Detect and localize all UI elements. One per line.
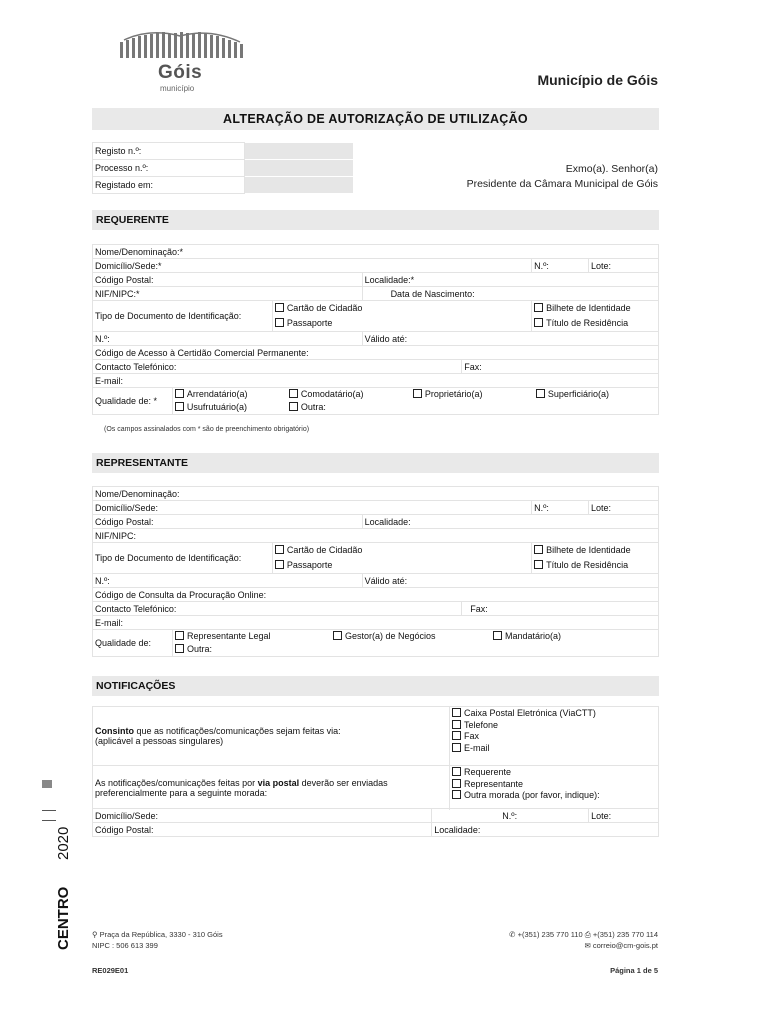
rep-valid-label[interactable]: Válido até: — [362, 574, 658, 588]
rep-nif-label[interactable]: NIF/NIPC: — [93, 529, 659, 543]
rep-email-label[interactable]: E-mail: — [93, 616, 659, 630]
rep-doc-bi-text: Bilhete de Identidade — [546, 545, 631, 555]
rep-doc-bi-option[interactable] — [534, 543, 656, 558]
rep-doc-tr-option[interactable] — [534, 558, 656, 573]
fax-icon: ⎙ — [584, 930, 591, 939]
rep-proc-code-label[interactable]: Código de Consulta da Procuração Online: — [93, 588, 659, 602]
rep-doc-cc-text: Cartão de Cidadão — [286, 545, 363, 555]
req-fax-label[interactable]: Fax: — [462, 360, 659, 374]
rep-locality-label[interactable]: Localidade: — [362, 515, 658, 529]
svg-text:2020: 2020 — [55, 826, 72, 860]
req-q-proprietario-text: Proprietário(a) — [424, 389, 483, 399]
rep-postal-label[interactable]: Código Postal: — [93, 515, 363, 529]
page-number: Página 1 de 5 — [610, 966, 658, 975]
rep-q-mandatario-text: Mandatário(a) — [504, 631, 561, 641]
req-locality-label[interactable]: Localidade:* — [362, 273, 658, 287]
registry-number-field[interactable] — [245, 143, 354, 160]
req-q-comodatario-text: Comodatário(a) — [300, 389, 364, 399]
registry-table — [92, 142, 354, 194]
req-q-outra[interactable] — [289, 401, 326, 414]
req-valid-label[interactable]: Válido até: — [362, 332, 658, 346]
rep-q-gestor-text: Gestor(a) de Negócios — [344, 631, 436, 641]
footer-nipc: NIPC : 506 613 399 — [92, 941, 158, 950]
logo-name: Góis — [158, 62, 203, 83]
addressee-line-2: Presidente da Câmara Municipal de Góis — [466, 178, 658, 190]
footer-contacts — [509, 930, 658, 940]
rep-number-label[interactable]: N.º: — [532, 501, 589, 515]
consent-bold: Consinto — [95, 726, 134, 736]
req-q-superficiario-text: Superficiário(a) — [547, 389, 609, 399]
notif-telefone-text: Telefone — [464, 719, 499, 730]
checkbox-icon[interactable] — [175, 644, 184, 653]
footer-fax: +(351) 235 770 114 — [592, 930, 658, 939]
checkbox-icon[interactable] — [534, 560, 543, 569]
req-q-usufrutuario-text: Usufrutuário(a) — [186, 402, 247, 412]
representante-table — [92, 486, 659, 657]
req-domicile-label[interactable]: Domicílio/Sede:* — [93, 259, 532, 273]
rep-name-label[interactable]: Nome/Denominação: — [93, 487, 659, 501]
checkbox-icon[interactable] — [452, 790, 461, 799]
req-q-superficiario[interactable] — [536, 388, 609, 401]
rep-q-gestor[interactable] — [333, 630, 493, 643]
gois-logo-columns-icon — [120, 32, 244, 62]
notif-locality-label[interactable]: Localidade: — [432, 823, 659, 837]
checkbox-icon[interactable] — [275, 545, 284, 554]
section-notificacoes: NOTIFICAÇÕES — [92, 676, 659, 696]
footer-email — [584, 941, 658, 950]
req-doc-bi-option[interactable] — [534, 301, 656, 316]
notif-telefone[interactable] — [452, 720, 656, 732]
rep-doc-pass-text: Passaporte — [286, 560, 333, 570]
rep-fax-label[interactable]: Fax: — [462, 602, 659, 616]
checkbox-icon[interactable] — [175, 389, 184, 398]
req-postal-label[interactable]: Código Postal: — [93, 273, 363, 287]
requerente-table — [92, 244, 659, 415]
notif-email[interactable] — [452, 743, 656, 755]
rep-quality-label: Qualidade de: — [93, 630, 173, 657]
postal-text-b: deverão ser enviadas — [299, 778, 388, 788]
rep-docnumber-label[interactable]: N.º: — [93, 574, 363, 588]
consent-line2: (aplicável a pessoas singulares) — [95, 736, 224, 746]
rep-doc-cc-option[interactable] — [275, 543, 529, 558]
logo-subtitle: município — [160, 84, 195, 93]
location-pin-icon: ⚲ — [92, 930, 98, 939]
notif-requerente[interactable] — [452, 767, 656, 779]
rep-doc-tr-text: Título de Residência — [546, 560, 629, 570]
checkbox-icon[interactable] — [175, 631, 184, 640]
req-q-comodatario[interactable] — [289, 388, 413, 401]
email-icon: ✉ — [584, 941, 591, 950]
req-nif-label[interactable]: NIF/NIPC:* — [93, 287, 363, 301]
req-access-code-label[interactable]: Código de Acesso à Certidão Comercial Permanente: — [93, 346, 659, 360]
rep-q-mandatario[interactable] — [493, 630, 561, 643]
checkbox-icon[interactable] — [289, 402, 298, 411]
notif-number-label[interactable]: N.º: — [432, 809, 589, 823]
checkbox-icon[interactable] — [452, 720, 461, 729]
req-doc-cc-option[interactable] — [275, 301, 529, 316]
rep-q-legal-text: Representante Legal — [186, 631, 271, 641]
req-email-label[interactable]: E-mail: — [93, 374, 659, 388]
notif-outra-morada[interactable] — [452, 790, 656, 802]
process-number-label: Processo n.º: — [93, 160, 245, 177]
rep-lote-label[interactable]: Lote: — [589, 501, 659, 515]
req-doc-cc-text: Cartão de Cidadão — [286, 303, 363, 313]
req-name-label[interactable]: Nome/Denominação:* — [93, 245, 659, 259]
postal-bold: via postal — [257, 778, 300, 788]
centro2020-logo-icon — [28, 760, 78, 960]
req-doc-tr-text: Título de Residência — [546, 318, 629, 328]
req-q-outra-text: Outra: — [300, 402, 326, 412]
postal-line2: preferencialmente para a seguinte morada: — [95, 788, 268, 798]
req-quality-label: Qualidade de: * — [93, 388, 173, 415]
checkbox-icon[interactable] — [275, 560, 284, 569]
notif-via-ctt-text: Caixa Postal Eletrónica (ViaCTT) — [464, 708, 596, 718]
checkbox-icon[interactable] — [452, 708, 461, 717]
req-q-arrendatario[interactable] — [175, 388, 289, 401]
notif-requerente-text: Requerente — [464, 767, 512, 777]
rep-q-outra[interactable] — [175, 643, 656, 656]
rep-q-legal[interactable] — [175, 630, 333, 643]
footer-address — [92, 930, 223, 939]
req-doc-bi-text: Bilhete de Identidade — [546, 303, 631, 313]
req-doc-tr-option[interactable] — [534, 316, 656, 331]
notif-domicile-label[interactable]: Domicílio/Sede: — [93, 809, 432, 823]
req-docnumber-label[interactable]: N.º: — [93, 332, 363, 346]
postal-text-a: As notificações/comunicações feitas por — [95, 778, 258, 788]
notif-lote-label[interactable]: Lote: — [589, 809, 659, 823]
notif-email-text: E-mail — [464, 742, 490, 753]
checkbox-icon[interactable] — [275, 303, 284, 312]
mandatory-note: (Os campos assinalados com * são de preenchimento obrigatório) — [104, 426, 310, 433]
form-title: ALTERAÇÃO DE AUTORIZAÇÃO DE UTILIZAÇÃO — [92, 108, 659, 130]
req-doc-pass-option[interactable] — [275, 316, 529, 331]
checkbox-icon[interactable] — [536, 389, 545, 398]
footer-address-text: Praça da República, 3330 - 310 Góis — [99, 930, 223, 939]
req-q-arrendatario-text: Arrendatário(a) — [186, 389, 248, 399]
checkbox-icon[interactable] — [413, 389, 422, 398]
notif-via-ctt[interactable] — [452, 708, 656, 720]
footer-phone: +(351) 235 770 110 — [517, 930, 583, 939]
rep-phone-label[interactable]: Contacto Telefónico: — [93, 602, 462, 616]
notif-postal-label[interactable]: Código Postal: — [93, 823, 432, 837]
checkbox-icon[interactable] — [452, 731, 461, 740]
rep-doc-pass-option[interactable] — [275, 558, 529, 573]
registry-number-label: Registo n.º: — [93, 143, 245, 160]
addressee-line-1: Exmo(a). Senhor(a) — [565, 163, 658, 175]
notif-representante-text: Representante — [464, 778, 524, 789]
consent-text: que as notificações/comunicações sejam feitas via: — [134, 726, 341, 736]
checkbox-icon[interactable] — [534, 545, 543, 554]
req-number-label[interactable]: N.º: — [532, 259, 589, 273]
checkbox-icon[interactable] — [534, 303, 543, 312]
checkbox-icon[interactable] — [175, 402, 184, 411]
section-requerente: REQUERENTE — [92, 210, 659, 230]
rep-domicile-label[interactable]: Domicílio/Sede: — [93, 501, 532, 515]
req-doctype-label: Tipo de Documento de Identificação: — [93, 301, 273, 332]
notif-address-table — [92, 808, 659, 837]
notif-fax[interactable] — [452, 731, 656, 743]
notif-outra-morada-text: Outra morada (por favor, indique): — [464, 790, 600, 800]
req-q-proprietario[interactable] — [413, 388, 536, 401]
checkbox-icon[interactable] — [275, 318, 284, 327]
notif-representante[interactable] — [452, 779, 656, 791]
notif-fax-text: Fax — [464, 731, 480, 741]
document-code: RE029E01 — [92, 966, 129, 975]
rep-q-outra-text: Outra: — [186, 644, 212, 654]
req-doc-pass-text: Passaporte — [286, 318, 333, 328]
req-q-usufrutuario[interactable] — [175, 401, 289, 414]
req-lote-label[interactable]: Lote: — [589, 259, 659, 273]
rep-doctype-label: Tipo de Documento de Identificação: — [93, 543, 273, 574]
footer-email-text: correio@cm-gois.pt — [592, 941, 658, 950]
checkbox-icon[interactable] — [452, 743, 461, 752]
checkbox-icon[interactable] — [289, 389, 298, 398]
municipality-name: Município de Góis — [537, 72, 658, 88]
svg-text:CENTRO: CENTRO — [55, 886, 72, 950]
registered-on-field[interactable] — [245, 177, 354, 194]
checkbox-icon[interactable] — [452, 767, 461, 776]
section-representante: REPRESENTANTE — [92, 453, 659, 473]
registered-on-label: Registado em: — [93, 177, 245, 194]
process-number-field[interactable] — [245, 160, 354, 177]
checkbox-icon[interactable] — [452, 779, 461, 788]
phone-icon: ✆ — [509, 930, 516, 939]
req-birth-label[interactable]: Data de Nascimento: — [362, 287, 658, 301]
req-phone-label[interactable]: Contacto Telefónico: — [93, 360, 462, 374]
checkbox-icon[interactable] — [493, 631, 502, 640]
checkbox-icon[interactable] — [333, 631, 342, 640]
notifications-block — [92, 706, 659, 810]
checkbox-icon[interactable] — [534, 318, 543, 327]
